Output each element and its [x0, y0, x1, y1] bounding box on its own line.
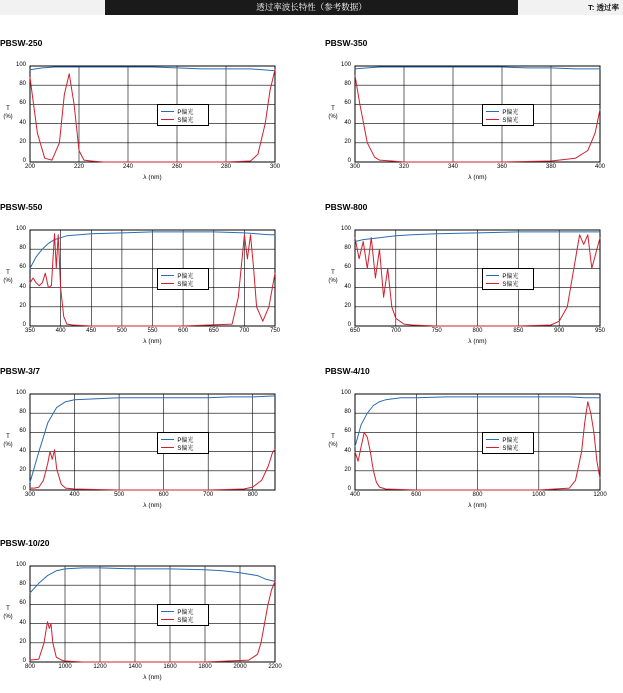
chart-legend — [157, 604, 209, 626]
x-tick-label: 400 — [349, 492, 360, 498]
chart-legend — [482, 104, 534, 126]
x-tick-label: 300 — [24, 492, 35, 498]
y-axis-symbol: T — [331, 106, 335, 112]
x-axis-symbol: λ — [143, 502, 147, 509]
y-tick-label: 0 — [347, 158, 351, 164]
x-tick-label: 2200 — [268, 664, 282, 670]
chart-legend — [157, 104, 209, 126]
legend-line-s — [486, 283, 499, 284]
legend-label-p: P偏光 — [502, 437, 519, 444]
x-tick-label: 950 — [594, 328, 605, 334]
y-axis-symbol: T — [6, 434, 10, 440]
y-tick-label: 20 — [19, 466, 26, 473]
y-tick-label: 0 — [22, 486, 26, 492]
chart-area — [0, 214, 300, 345]
x-tick-label: 600 — [158, 492, 169, 498]
x-axis-symbol: λ — [468, 338, 472, 345]
y-tick-label: 20 — [344, 466, 351, 473]
y-tick-label: 0 — [347, 486, 351, 492]
y-tick-label: 20 — [19, 138, 26, 145]
chart-panel — [0, 366, 300, 509]
legend-line-p — [161, 611, 174, 612]
y-tick-label: 60 — [19, 600, 26, 607]
x-tick-label: 260 — [171, 164, 182, 170]
x-tick-label: 300 — [349, 164, 360, 170]
y-axis-symbol: T — [6, 606, 10, 612]
x-axis-unit: (nm) — [148, 674, 162, 681]
y-tick-label: 0 — [22, 322, 26, 328]
legend-item-s — [486, 443, 530, 451]
chart-svg — [325, 50, 623, 178]
y-tick-label: 60 — [19, 264, 26, 271]
x-tick-label: 700 — [390, 328, 401, 334]
legend-line-p — [486, 275, 499, 276]
legend-line-s — [161, 283, 174, 284]
y-tick-label: 60 — [344, 100, 351, 107]
x-tick-label: 280 — [220, 164, 231, 170]
legend-label-s: S偏光 — [502, 281, 519, 288]
x-tick-label: 850 — [513, 328, 524, 334]
x-tick-label: 1200 — [93, 664, 107, 670]
x-tick-label: 600 — [178, 328, 189, 334]
legend-item-s — [161, 115, 205, 123]
chart-area — [0, 378, 300, 509]
x-tick-label: 800 — [247, 492, 258, 498]
y-axis-unit: (%) — [328, 277, 338, 284]
x-tick-label: 500 — [114, 492, 125, 498]
x-tick-label: 1400 — [128, 664, 142, 670]
x-tick-label: 360 — [496, 164, 507, 170]
y-axis-label — [327, 434, 339, 449]
chart-panel — [325, 38, 623, 181]
chart-title: PBSW-350 — [325, 38, 368, 48]
y-tick-label: 100 — [15, 62, 26, 68]
x-tick-label: 1000 — [532, 492, 546, 498]
y-tick-label: 100 — [340, 390, 351, 396]
x-tick-label: 550 — [147, 328, 158, 334]
x-tick-label: 200 — [24, 164, 35, 170]
chart-legend — [157, 268, 209, 290]
y-tick-label: 80 — [344, 409, 351, 416]
legend-line-s — [486, 447, 499, 448]
chart-area — [325, 378, 623, 509]
chart-title: PBSW-550 — [0, 202, 43, 212]
y-tick-label: 40 — [344, 283, 351, 290]
y-tick-label: 100 — [15, 390, 26, 396]
legend-line-p — [161, 111, 174, 112]
x-axis-unit: (nm) — [148, 174, 162, 181]
y-tick-label: 0 — [22, 158, 26, 164]
x-tick-label: 900 — [554, 328, 565, 334]
x-tick-label: 400 — [594, 164, 605, 170]
y-tick-label: 40 — [19, 119, 26, 126]
legend-item-s — [486, 115, 530, 123]
chart-panel — [325, 366, 623, 509]
x-tick-label: 1200 — [593, 492, 607, 498]
legend-item-s — [161, 443, 205, 451]
x-tick-label: 340 — [447, 164, 458, 170]
chart-title: PBSW-4/10 — [325, 366, 370, 376]
legend-label-s: S偏光 — [177, 617, 194, 624]
x-axis-unit: (nm) — [473, 174, 487, 181]
chart-title: PBSW-800 — [325, 202, 368, 212]
x-axis-label — [30, 338, 275, 345]
x-tick-label: 700 — [239, 328, 250, 334]
legend-label-p: P偏光 — [502, 109, 519, 116]
y-tick-label: 80 — [19, 245, 26, 252]
y-axis-unit: (%) — [3, 613, 13, 620]
x-tick-label: 240 — [122, 164, 133, 170]
y-tick-label: 80 — [344, 81, 351, 88]
legend-item-s — [161, 615, 205, 623]
x-axis-symbol: λ — [468, 174, 472, 181]
y-tick-label: 40 — [19, 447, 26, 454]
y-axis-label — [2, 606, 14, 621]
y-axis-unit: (%) — [328, 113, 338, 120]
x-tick-label: 750 — [269, 328, 280, 334]
chart-title: PBSW-10/20 — [0, 538, 50, 548]
y-tick-label: 60 — [344, 428, 351, 435]
x-axis-unit: (nm) — [473, 338, 487, 345]
y-tick-label: 80 — [344, 245, 351, 252]
x-tick-label: 450 — [86, 328, 97, 334]
y-tick-label: 80 — [19, 409, 26, 416]
y-axis-symbol: T — [6, 270, 10, 276]
chart-svg — [325, 214, 623, 342]
x-tick-label: 500 — [116, 328, 127, 334]
x-tick-label: 220 — [73, 164, 84, 170]
x-axis-label — [355, 338, 600, 345]
chart-svg — [0, 50, 300, 178]
x-axis-symbol: λ — [143, 338, 147, 345]
legend-line-s — [161, 119, 174, 120]
y-tick-label: 20 — [19, 638, 26, 645]
x-axis-unit: (nm) — [148, 338, 162, 345]
x-axis-symbol: λ — [143, 174, 147, 181]
chart-title: PBSW-3/7 — [0, 366, 40, 376]
y-tick-label: 40 — [19, 283, 26, 290]
chart-title: PBSW-250 — [0, 38, 43, 48]
legend-label-s: S偏光 — [177, 281, 194, 288]
x-tick-label: 700 — [203, 492, 214, 498]
legend-label-p: P偏光 — [177, 109, 194, 116]
y-tick-label: 100 — [340, 62, 351, 68]
y-tick-label: 80 — [19, 581, 26, 588]
y-axis-label — [327, 270, 339, 285]
x-tick-label: 400 — [69, 492, 80, 498]
x-axis-label — [30, 174, 275, 181]
y-tick-label: 40 — [19, 619, 26, 626]
x-axis-label — [355, 174, 600, 181]
x-tick-label: 800 — [24, 664, 35, 670]
chart-grid — [0, 16, 623, 693]
y-tick-label: 80 — [19, 81, 26, 88]
x-tick-label: 600 — [411, 492, 422, 498]
legend-label-p: P偏光 — [502, 273, 519, 280]
y-tick-label: 60 — [19, 428, 26, 435]
x-axis-label — [355, 502, 600, 509]
x-axis-symbol: λ — [143, 674, 147, 681]
header-title: 透过率波长特性（参考数据） — [105, 0, 518, 15]
y-tick-label: 40 — [344, 119, 351, 126]
chart-area — [0, 50, 300, 181]
y-axis-label — [2, 106, 14, 121]
legend-item-s — [486, 279, 530, 287]
chart-svg — [0, 214, 300, 342]
chart-panel — [0, 38, 300, 181]
x-tick-label: 650 — [349, 328, 360, 334]
y-axis-unit: (%) — [3, 277, 13, 284]
legend-label-p: P偏光 — [177, 437, 194, 444]
legend-label-s: S偏光 — [177, 117, 194, 124]
legend-label-p: P偏光 — [177, 609, 194, 616]
y-tick-label: 20 — [344, 302, 351, 309]
x-tick-label: 350 — [24, 328, 35, 334]
legend-line-p — [486, 439, 499, 440]
y-axis-symbol: T — [6, 106, 10, 112]
header-note: T: 透过率 — [588, 3, 619, 12]
y-axis-label — [2, 270, 14, 285]
legend-line-s — [161, 447, 174, 448]
y-tick-label: 40 — [344, 447, 351, 454]
y-tick-label: 0 — [22, 658, 26, 664]
x-axis-unit: (nm) — [473, 502, 487, 509]
x-tick-label: 750 — [431, 328, 442, 334]
y-tick-label: 60 — [344, 264, 351, 271]
y-axis-unit: (%) — [3, 441, 13, 448]
legend-line-s — [161, 619, 174, 620]
chart-legend — [482, 432, 534, 454]
chart-panel — [0, 202, 300, 345]
y-tick-label: 100 — [340, 226, 351, 232]
chart-area — [325, 50, 623, 181]
x-tick-label: 2000 — [233, 664, 247, 670]
legend-label-s: S偏光 — [177, 445, 194, 452]
x-tick-label: 650 — [208, 328, 219, 334]
x-tick-label: 400 — [55, 328, 66, 334]
chart-legend — [482, 268, 534, 290]
chart-area — [0, 550, 300, 681]
y-tick-label: 100 — [15, 562, 26, 568]
x-tick-label: 800 — [472, 492, 483, 498]
legend-item-s — [161, 279, 205, 287]
y-axis-unit: (%) — [3, 113, 13, 120]
x-axis-symbol: λ — [468, 502, 472, 509]
y-axis-symbol: T — [331, 270, 335, 276]
x-tick-label: 800 — [472, 328, 483, 334]
legend-line-p — [161, 275, 174, 276]
y-tick-label: 100 — [15, 226, 26, 232]
chart-area — [325, 214, 623, 345]
x-tick-label: 1600 — [163, 664, 177, 670]
page-header — [0, 0, 623, 16]
x-tick-label: 320 — [398, 164, 409, 170]
legend-label-p: P偏光 — [177, 273, 194, 280]
legend-label-s: S偏光 — [502, 445, 519, 452]
y-tick-label: 20 — [19, 302, 26, 309]
chart-panel — [325, 202, 623, 345]
y-axis-label — [2, 434, 14, 449]
x-tick-label: 300 — [269, 164, 280, 170]
y-axis-unit: (%) — [328, 441, 338, 448]
y-axis-symbol: T — [331, 434, 335, 440]
y-tick-label: 20 — [344, 138, 351, 145]
chart-svg — [0, 550, 300, 678]
y-tick-label: 60 — [19, 100, 26, 107]
chart-legend — [157, 432, 209, 454]
x-axis-unit: (nm) — [148, 502, 162, 509]
x-axis-label — [30, 674, 275, 681]
legend-line-p — [161, 439, 174, 440]
chart-svg — [325, 378, 623, 506]
chart-svg — [0, 378, 300, 506]
x-axis-label — [30, 502, 275, 509]
chart-panel — [0, 538, 300, 681]
y-axis-label — [327, 106, 339, 121]
x-tick-label: 380 — [545, 164, 556, 170]
x-tick-label: 1000 — [58, 664, 72, 670]
legend-label-s: S偏光 — [502, 117, 519, 124]
legend-line-p — [486, 111, 499, 112]
legend-line-s — [486, 119, 499, 120]
y-tick-label: 0 — [347, 322, 351, 328]
x-tick-label: 1800 — [198, 664, 212, 670]
